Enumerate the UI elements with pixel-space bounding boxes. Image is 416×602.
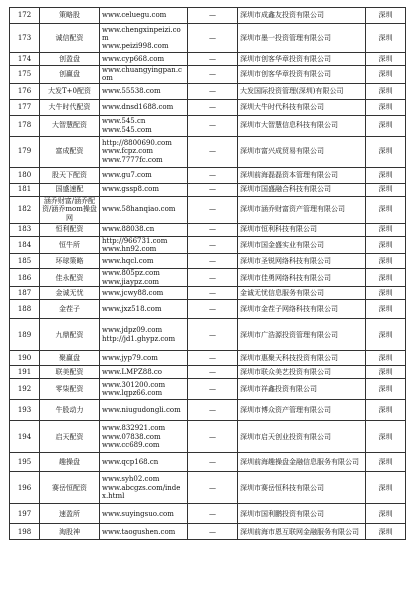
platform-name: 策略股: [40, 8, 100, 24]
website: www.cyp668.com: [100, 53, 188, 66]
table-row: [10, 453, 406, 472]
platform-name: 大牛时代配资: [40, 99, 100, 115]
platform-name: 涵乔财富/涵乔配资/涵乔mom操盘网: [40, 196, 100, 223]
platform-name: 启天配资: [40, 421, 100, 453]
row-number: 192: [10, 379, 40, 400]
row-number: 183: [10, 223, 40, 236]
company-name: 深圳市佳勇网络科技有限公司: [238, 269, 366, 287]
platform-name: 趣操盘: [40, 453, 100, 472]
website: www.301200.com www.lqpz66.com: [100, 379, 188, 400]
row-number: 174: [10, 53, 40, 66]
platform-name: 赛岳恒配资: [40, 472, 100, 504]
platform-name: 恒牛所: [40, 236, 100, 254]
license-cell: —: [188, 223, 238, 236]
company-name: 深圳市启天创业投资有限公司: [238, 421, 366, 453]
license-cell: —: [188, 136, 238, 167]
city-cell: 深圳: [366, 83, 406, 99]
platform-name: 联美配资: [40, 366, 100, 379]
table-row: [10, 24, 406, 53]
website: www.gssp8.com: [100, 183, 188, 196]
company-name: 深圳市国利鹏投资有限公司: [238, 504, 366, 524]
company-name: 深圳市联众美艺投资有限公司: [238, 366, 366, 379]
license-cell: —: [188, 183, 238, 196]
row-number: 180: [10, 167, 40, 183]
platform-name: 淘股神: [40, 524, 100, 540]
website: www.chengxinpeizi.com www.peizi998.com: [100, 24, 188, 53]
website: www.88038.cn: [100, 223, 188, 236]
license-cell: —: [188, 53, 238, 66]
platform-name: 金诚无忧: [40, 287, 100, 300]
table-row: [10, 472, 406, 504]
website: www.suyingsuo.com: [100, 504, 188, 524]
platform-name: 诚信配资: [40, 24, 100, 53]
company-name: 深圳市创客华章投资有限公司: [238, 66, 366, 84]
license-cell: —: [188, 24, 238, 53]
license-cell: —: [188, 8, 238, 24]
company-name: 深圳市惠聚天科技投资有限公司: [238, 351, 366, 366]
platform-name: 股天下配资: [40, 167, 100, 183]
company-name: 深圳市大智慧信息科技有限公司: [238, 115, 366, 136]
company-name: 深圳市圣锐网络科技有限公司: [238, 254, 366, 269]
city-cell: 深圳: [366, 196, 406, 223]
license-cell: —: [188, 400, 238, 421]
city-cell: 深圳: [366, 269, 406, 287]
website: www.545.cn www.545.com: [100, 115, 188, 136]
company-name: 深圳市国盛融合科技有限公司: [238, 183, 366, 196]
website: http://8800690.com www.fcpz.com www.7777fc.com: [100, 136, 188, 167]
table-row: [10, 366, 406, 379]
license-cell: —: [188, 236, 238, 254]
license-cell: —: [188, 366, 238, 379]
company-name: 深圳市广浩源投资管理有限公司: [238, 319, 366, 351]
row-number: 182: [10, 196, 40, 223]
company-name: 深圳市祥鑫投资有限公司: [238, 379, 366, 400]
row-number: 184: [10, 236, 40, 254]
company-name: 大发国际投资管理(深圳)有限公司: [238, 83, 366, 99]
license-cell: —: [188, 472, 238, 504]
table-row: [10, 167, 406, 183]
website: www.gu7.com: [100, 167, 188, 183]
company-name: 深圳市金茬子网络科技有限公司: [238, 300, 366, 319]
license-cell: —: [188, 99, 238, 115]
website: www.chuangyingpan.com: [100, 66, 188, 84]
row-number: 172: [10, 8, 40, 24]
table-row: [10, 136, 406, 167]
company-name: 深圳市涵乔财富资产管理有限公司: [238, 196, 366, 223]
license-cell: —: [188, 421, 238, 453]
license-cell: —: [188, 319, 238, 351]
table-row: [10, 319, 406, 351]
website: www.jcwy88.com: [100, 287, 188, 300]
license-cell: —: [188, 269, 238, 287]
city-cell: 深圳: [366, 421, 406, 453]
license-cell: —: [188, 287, 238, 300]
company-name: 深圳市恒利科技有限公司: [238, 223, 366, 236]
table-row: [10, 53, 406, 66]
table-row: [10, 524, 406, 540]
website: www.58hanqiao.com: [100, 196, 188, 223]
table-row: [10, 400, 406, 421]
row-number: 190: [10, 351, 40, 366]
row-number: 193: [10, 400, 40, 421]
city-cell: 深圳: [366, 319, 406, 351]
company-name: 深圳前海磊磊资本管理有限公司: [238, 167, 366, 183]
city-cell: 深圳: [366, 300, 406, 319]
city-cell: 深圳: [366, 136, 406, 167]
city-cell: 深圳: [366, 24, 406, 53]
platform-name: 零柒配资: [40, 379, 100, 400]
company-name: 深圳前海市恩互联网金融服务有限公司: [238, 524, 366, 540]
platform-name: 大发T+0配资: [40, 83, 100, 99]
website: www.832921.com www.07838.com www.cc689.com: [100, 421, 188, 453]
city-cell: 深圳: [366, 472, 406, 504]
table-row: [10, 351, 406, 366]
platform-table: [9, 7, 406, 540]
city-cell: 深圳: [366, 504, 406, 524]
license-cell: —: [188, 254, 238, 269]
platform-name: 恒利配资: [40, 223, 100, 236]
website: www.jdpz09.com http://jd1.ghypz.com: [100, 319, 188, 351]
company-name: 深圳市墨一投资管理有限公司: [238, 24, 366, 53]
platform-name: 环球策略: [40, 254, 100, 269]
website: www.LMPZ88.co: [100, 366, 188, 379]
row-number: 198: [10, 524, 40, 540]
platform-name: 创盈盘: [40, 53, 100, 66]
city-cell: 深圳: [366, 99, 406, 115]
row-number: 197: [10, 504, 40, 524]
table-row: [10, 300, 406, 319]
platform-name: 聚赢盘: [40, 351, 100, 366]
row-number: 196: [10, 472, 40, 504]
row-number: 175: [10, 66, 40, 84]
row-number: 176: [10, 83, 40, 99]
city-cell: 深圳: [366, 366, 406, 379]
city-cell: 深圳: [366, 453, 406, 472]
website: www.jyp79.com: [100, 351, 188, 366]
row-number: 178: [10, 115, 40, 136]
table-row: [10, 83, 406, 99]
license-cell: —: [188, 115, 238, 136]
license-cell: —: [188, 196, 238, 223]
website: www.hqcl.com: [100, 254, 188, 269]
license-cell: —: [188, 83, 238, 99]
website: www.jxz518.com: [100, 300, 188, 319]
city-cell: 深圳: [366, 183, 406, 196]
city-cell: 深圳: [366, 66, 406, 84]
row-number: 188: [10, 300, 40, 319]
row-number: 194: [10, 421, 40, 453]
row-number: 195: [10, 453, 40, 472]
company-name: 深圳市博众资产管理有限公司: [238, 400, 366, 421]
table-row: [10, 421, 406, 453]
row-number: 173: [10, 24, 40, 53]
website: www.dnsd1688.com: [100, 99, 188, 115]
city-cell: 深圳: [366, 524, 406, 540]
company-name: 深圳前海趣操盘金融信息服务有限公司: [238, 453, 366, 472]
table-row: [10, 504, 406, 524]
city-cell: 深圳: [366, 53, 406, 66]
city-cell: 深圳: [366, 254, 406, 269]
table-row: [10, 223, 406, 236]
row-number: 186: [10, 269, 40, 287]
website: www.805pz.com www.jiaypz.com: [100, 269, 188, 287]
table-row: [10, 183, 406, 196]
city-cell: 深圳: [366, 223, 406, 236]
license-cell: —: [188, 524, 238, 540]
website: www.taogushen.com: [100, 524, 188, 540]
platform-name: 九鼎配资: [40, 319, 100, 351]
license-cell: —: [188, 379, 238, 400]
city-cell: 深圳: [366, 379, 406, 400]
table-body: [10, 8, 406, 540]
platform-name: 金茬子: [40, 300, 100, 319]
website: www.55538.com: [100, 83, 188, 99]
table-row: [10, 236, 406, 254]
city-cell: 深圳: [366, 115, 406, 136]
table-row: [10, 269, 406, 287]
row-number: 179: [10, 136, 40, 167]
city-cell: 深圳: [366, 167, 406, 183]
table-row: [10, 287, 406, 300]
city-cell: 深圳: [366, 287, 406, 300]
table-row: [10, 379, 406, 400]
city-cell: 深圳: [366, 236, 406, 254]
platform-name: 牛股动力: [40, 400, 100, 421]
company-name: 深圳大牛时代科技有限公司: [238, 99, 366, 115]
company-name: 深圳市国金盛实业有限公司: [238, 236, 366, 254]
company-name: 深圳市赛岳恒科技有限公司: [238, 472, 366, 504]
website: www.syh02.com www.abcgzs.com/index.html: [100, 472, 188, 504]
table-row: [10, 254, 406, 269]
license-cell: —: [188, 504, 238, 524]
license-cell: —: [188, 453, 238, 472]
row-number: 189: [10, 319, 40, 351]
row-number: 181: [10, 183, 40, 196]
platform-name: 佳永配资: [40, 269, 100, 287]
row-number: 185: [10, 254, 40, 269]
table-row: [10, 8, 406, 24]
company-name: 金诚无忧信息服务有限公司: [238, 287, 366, 300]
license-cell: —: [188, 351, 238, 366]
platform-name: 大智慧配资: [40, 115, 100, 136]
platform-name: 速盈所: [40, 504, 100, 524]
platform-name: 国盛速配: [40, 183, 100, 196]
website: www.qcp168.cn: [100, 453, 188, 472]
table-row: [10, 99, 406, 115]
website: www.niugudongli.com: [100, 400, 188, 421]
company-name: 深圳市创客华章投资有限公司: [238, 53, 366, 66]
table-row: [10, 66, 406, 84]
city-cell: 深圳: [366, 8, 406, 24]
city-cell: 深圳: [366, 400, 406, 421]
platform-name: 富成配资: [40, 136, 100, 167]
row-number: 177: [10, 99, 40, 115]
table-row: [10, 115, 406, 136]
website: www.celuegu.com: [100, 8, 188, 24]
city-cell: 深圳: [366, 351, 406, 366]
company-name: 深圳市成鑫友投资有限公司: [238, 8, 366, 24]
row-number: 187: [10, 287, 40, 300]
license-cell: —: [188, 167, 238, 183]
company-name: 深圳市富兴成贸易有限公司: [238, 136, 366, 167]
website: http://966731.com www.hn92.com: [100, 236, 188, 254]
platform-name: 创赢盘: [40, 66, 100, 84]
license-cell: —: [188, 300, 238, 319]
license-cell: —: [188, 66, 238, 84]
row-number: 191: [10, 366, 40, 379]
table-row: [10, 196, 406, 223]
